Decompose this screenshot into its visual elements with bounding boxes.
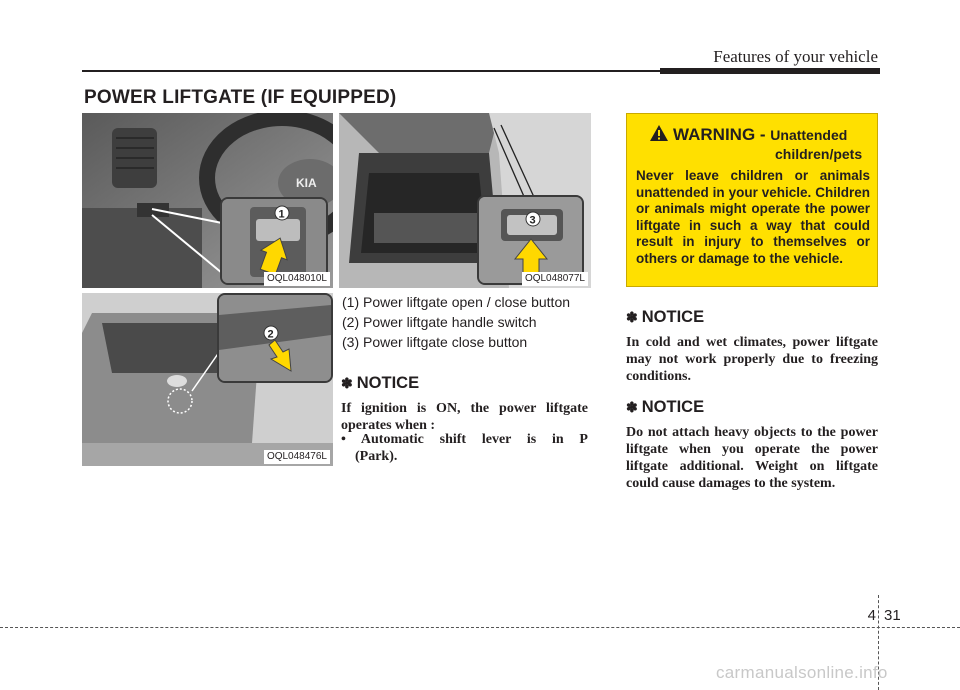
callout-1-label: 1 <box>278 208 285 221</box>
callout-3-label: 3 <box>529 214 536 227</box>
notice-star-icon: ✽ <box>341 375 353 391</box>
callout-2-label: 2 <box>267 328 274 341</box>
rear-vehicle-photo <box>82 293 333 466</box>
dashboard-photo <box>82 113 333 288</box>
warning-heading: WARNING - Unattended children/pets <box>635 124 875 162</box>
legend-item-3: (3) Power liftgate close button <box>342 334 528 350</box>
notice-1-heading: ✽ NOTICE <box>341 374 420 392</box>
warning-subject-line2: children/pets <box>775 146 863 162</box>
notice-1-bullet-cont: (Park). <box>355 449 398 464</box>
chapter-number: 4 <box>867 607 876 624</box>
footer-dashed-rule <box>0 627 960 628</box>
image-code-2: OQL048077L <box>522 272 588 286</box>
handle-switch-inset <box>217 293 333 383</box>
notice-3-text: Do not attach heavy objects to the power liftgate when you operate the power liftgate additional. Weight on liftgate could cause damages to the system. <box>626 425 878 491</box>
notice-1-text: If ignition is ON, the power liftgate operates when : <box>341 401 588 433</box>
header-band <box>660 68 880 74</box>
running-header: Features of your vehicle <box>713 47 878 66</box>
watermark: carmanualsonline.info <box>716 663 888 682</box>
image-code-1: OQL048010L <box>264 272 330 286</box>
notice-star-icon: ✽ <box>626 309 638 325</box>
notice-2-text: In cold and wet climates, power liftgate may not work properly due to freezing conditions. <box>626 335 878 384</box>
notice-star-icon: ✽ <box>626 399 638 415</box>
warning-triangle-icon <box>649 124 669 142</box>
section-title: POWER LIFTGATE (IF EQUIPPED) <box>84 87 397 108</box>
legend-list <box>342 292 592 352</box>
notice-1-bullet: • Automatic shift lever is in P <box>341 432 588 447</box>
svg-text:KIA: KIA <box>296 176 317 190</box>
warning-box <box>626 113 878 287</box>
legend-item-2: (2) Power liftgate handle switch <box>342 314 537 330</box>
notice-3-heading: ✽ NOTICE <box>626 398 705 416</box>
image-code-3: OQL048476L <box>264 450 330 464</box>
warning-body: Never leave children or animals unattended in your vehicle. Children or animals might operate the power liftgate in such a way that could result in injury to themselves or others or damage to the vehicle. <box>636 168 870 266</box>
notice-2-heading: ✽ NOTICE <box>626 308 705 326</box>
page-number: 31 <box>884 607 901 624</box>
liftgate-open-photo <box>339 113 591 288</box>
legend-item-1: (1) Power liftgate open / close button <box>342 294 571 310</box>
